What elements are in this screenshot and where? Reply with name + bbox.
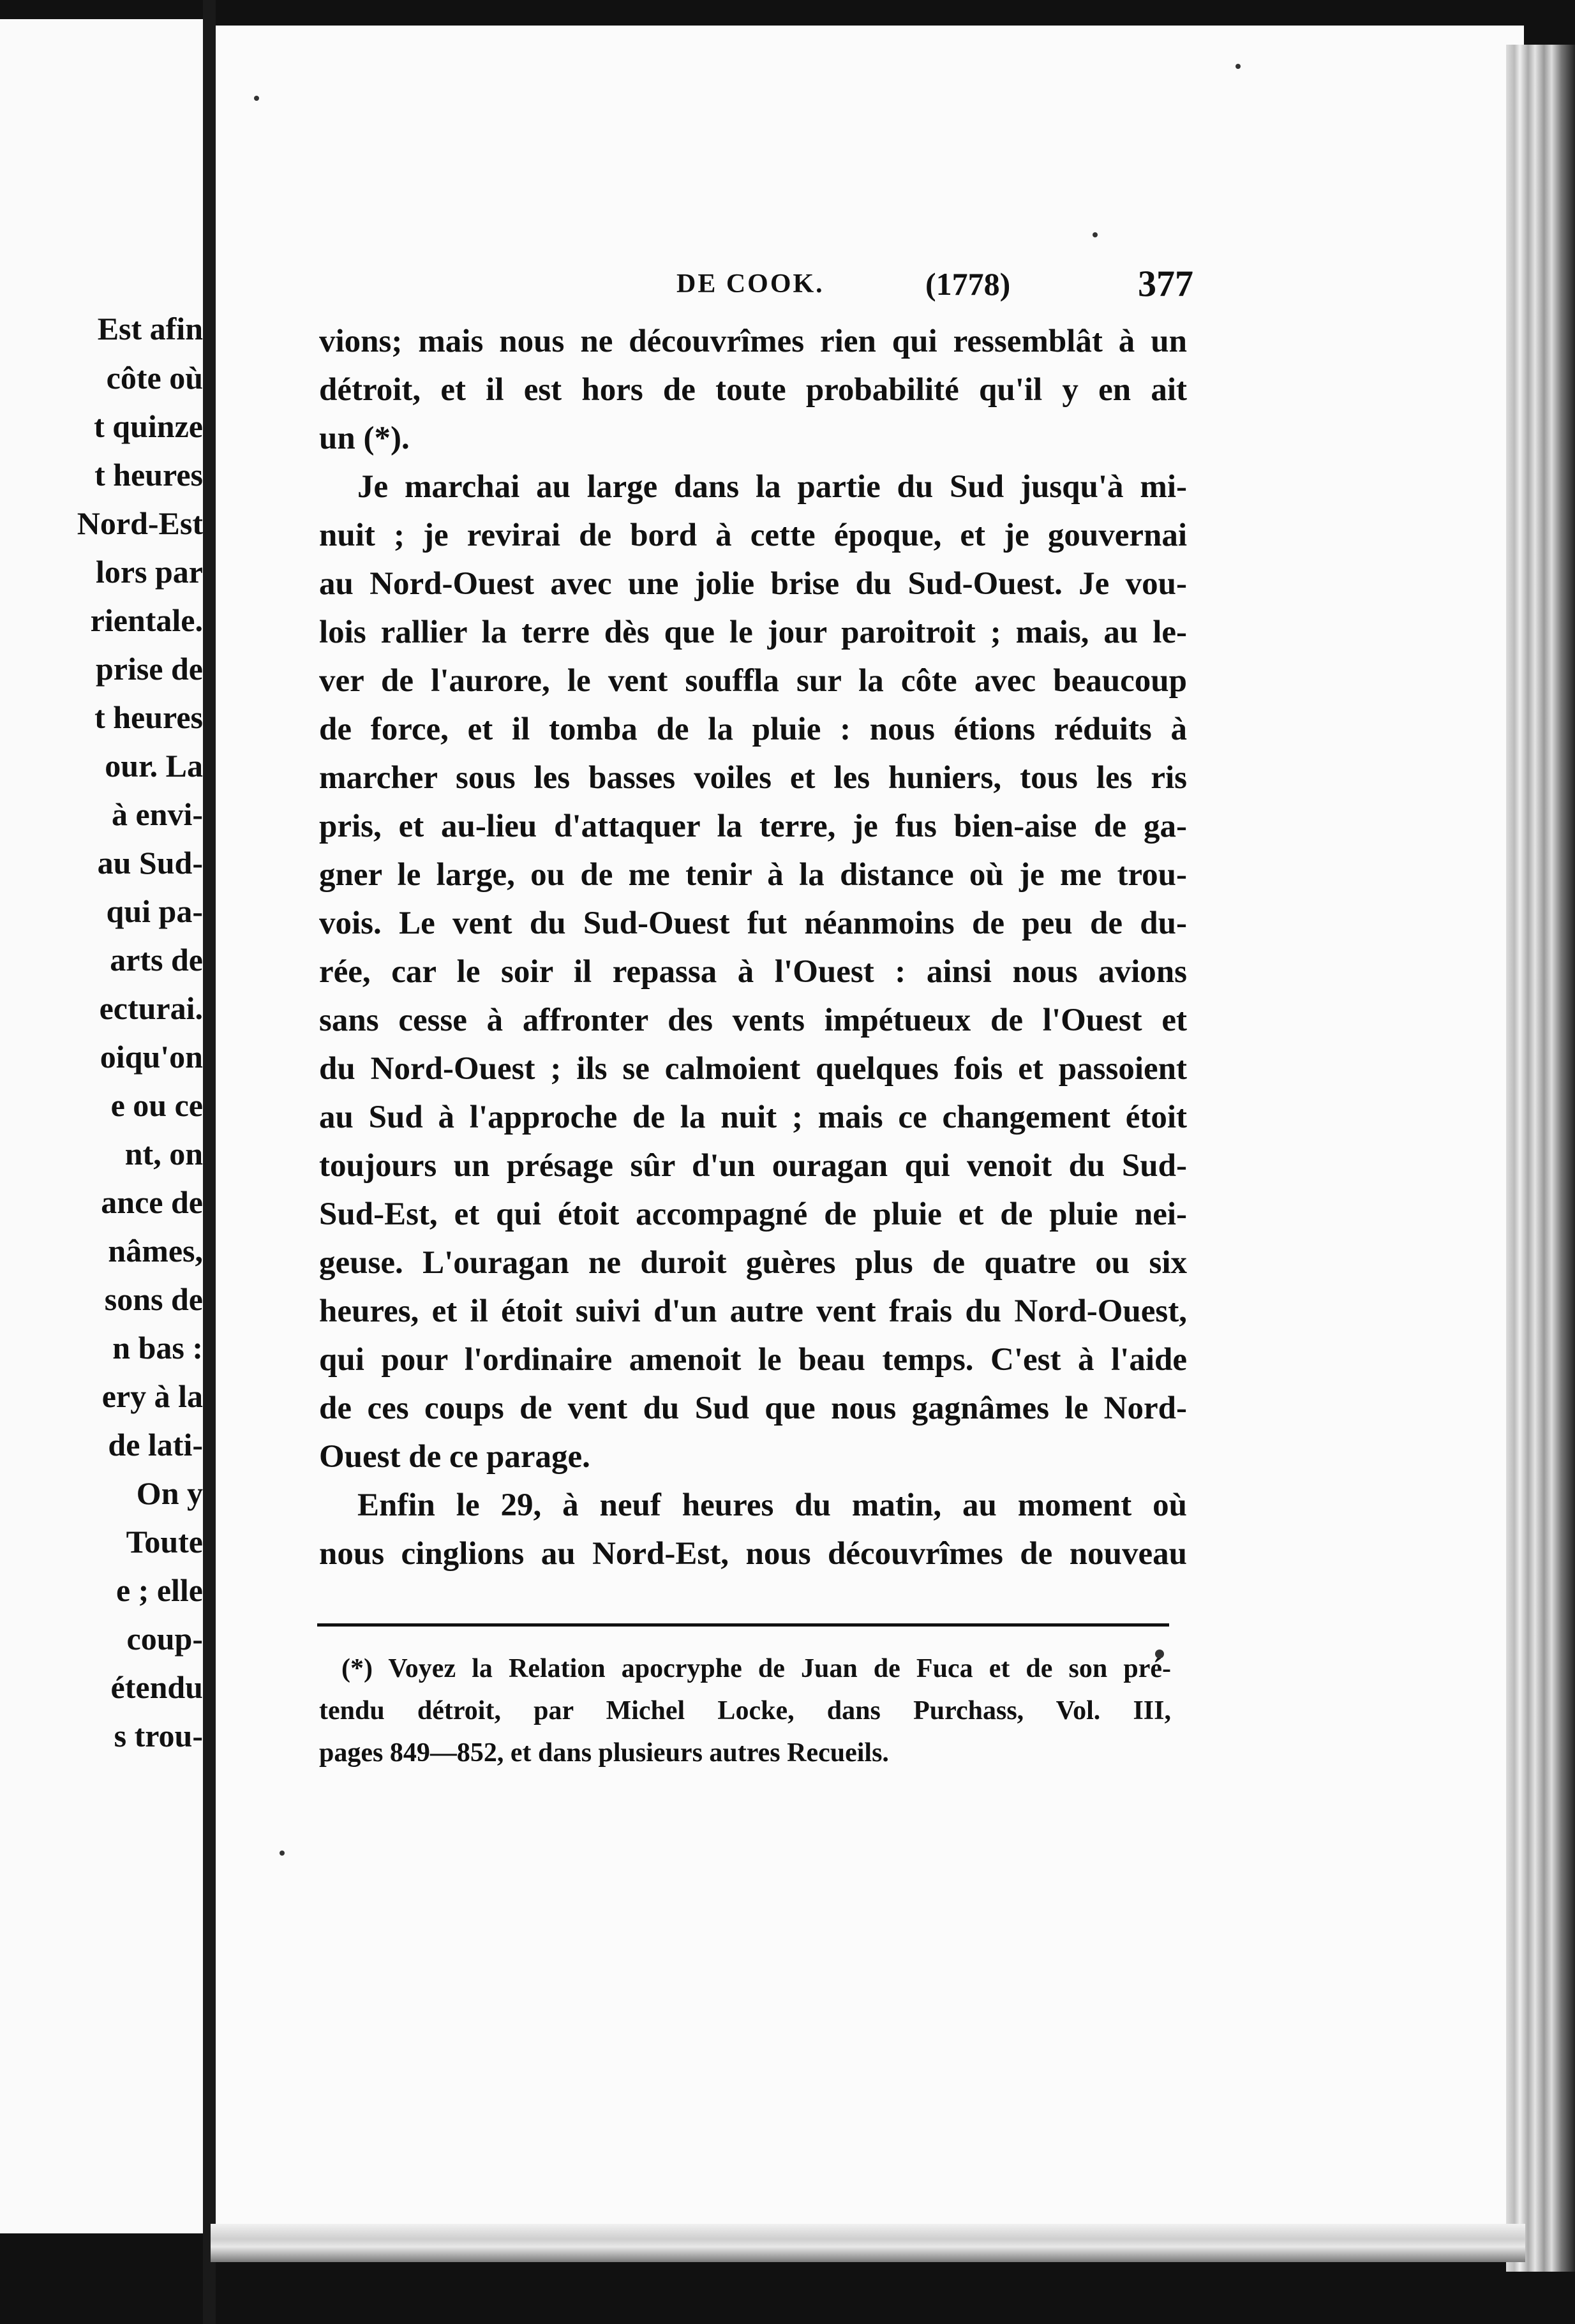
left-page-line: nt, on xyxy=(124,1136,203,1172)
paper-speck xyxy=(1093,232,1098,237)
text-line: qui pour l'ordinaire amenoit le beau temps. C'est à l'aide xyxy=(319,1342,1187,1378)
footnote-line: pages 849—852, et dans plusieurs autres Recueils. xyxy=(319,1738,889,1768)
left-page-line: n bas : xyxy=(112,1330,203,1366)
footnote-line: tendu détroit, par Michel Locke, dans Purchass, Vol. III, xyxy=(319,1696,1171,1725)
left-page-line: Est afin xyxy=(97,311,203,346)
text-line: Je marchai au large dans la partie du Sud jusqu'à mi- xyxy=(357,469,1187,505)
running-year: (1778) xyxy=(925,266,1011,302)
left-page-line: qui pa- xyxy=(106,893,203,929)
left-page-line: lors par xyxy=(95,554,203,590)
left-page-line: à envi- xyxy=(111,796,203,832)
left-page-line: our. La xyxy=(105,748,203,784)
left-page-line: ance de xyxy=(101,1184,203,1220)
text-line: vois. Le vent du Sud-Ouest fut néanmoins de peu de du- xyxy=(319,905,1187,941)
footnote-rule xyxy=(317,1623,1169,1627)
text-line: ver de l'aurore, le vent souffla sur la côte avec beaucoup xyxy=(319,663,1187,699)
text-line: marcher sous les basses voiles et les huniers, tous les ris xyxy=(319,760,1187,796)
left-page-line: t quinze xyxy=(94,408,203,444)
left-page-line: au Sud- xyxy=(97,845,203,881)
book-gutter xyxy=(203,0,216,2324)
left-page-line: de lati- xyxy=(108,1427,203,1463)
left-page-line: oiqu'on xyxy=(100,1039,203,1075)
text-line: sans cesse à affronter des vents impétueux de l'Ouest et xyxy=(319,1002,1187,1038)
footnote-line: (*) Voyez la Relation apocryphe de Juan de Fuca et de son pré- xyxy=(341,1654,1171,1683)
text-line: heures, et il étoit suivi d'un autre vent frais du Nord-Ouest, xyxy=(319,1293,1187,1329)
running-title: DE COOK. xyxy=(676,269,825,299)
left-page-line: côte où xyxy=(106,360,203,396)
text-line: de ces coups de vent du Sud que nous gagnâmes le Nord- xyxy=(319,1390,1187,1426)
left-page-line: t heures xyxy=(94,699,203,735)
text-line: gner le large, ou de me tenir à la distance où je me trou- xyxy=(319,857,1187,893)
left-page-line: prise de xyxy=(95,651,203,687)
paper-speck xyxy=(280,1851,285,1856)
text-line: Enfin le 29, à neuf heures du matin, au moment où xyxy=(357,1487,1187,1523)
paper-speck xyxy=(1235,64,1241,69)
text-line: du Nord-Ouest ; ils se calmoient quelques fois et passoient xyxy=(319,1051,1187,1087)
text-line: au Nord-Ouest avec une jolie brise du Sud-Ouest. Je vou- xyxy=(319,566,1187,602)
text-line: toujours un présage sûr d'un ouragan qui venoit du Sud- xyxy=(319,1148,1187,1184)
left-page-line: e ; elle xyxy=(116,1572,203,1608)
running-head xyxy=(676,262,1193,306)
page-edges xyxy=(1506,45,1575,2272)
left-page-line: s trou- xyxy=(114,1718,203,1754)
page-number: 377 xyxy=(1138,263,1193,304)
left-page-line: t heures xyxy=(94,457,203,493)
text-line: lois rallier la terre dès que le jour paroitroit ; mais, au le- xyxy=(319,615,1187,650)
text-line: Ouest de ce parage. xyxy=(319,1439,590,1475)
left-page-line: rientale. xyxy=(90,602,203,638)
bottom-page-edge xyxy=(211,2224,1525,2262)
left-page-line: étendu xyxy=(110,1669,203,1705)
paper-speck xyxy=(254,96,259,101)
text-line: pris, et au-lieu d'attaquer la terre, je fus bien-aise de ga- xyxy=(319,808,1187,844)
left-page-line: arts de xyxy=(110,942,203,978)
left-page-line: coup- xyxy=(126,1621,203,1657)
text-line: un (*). xyxy=(319,421,410,456)
text-line: nous cinglions au Nord-Est, nous découvrîmes de nouveau xyxy=(319,1536,1187,1572)
text-line: nuit ; je revirai de bord à cette époque, et je gouvernai xyxy=(319,518,1187,553)
left-page-line: On y xyxy=(136,1475,203,1511)
left-page-line: Nord-Est xyxy=(77,505,203,541)
text-line: geuse. L'ouragan ne duroit guères plus de quatre ou six xyxy=(319,1245,1187,1281)
text-line: détroit, et il est hors de toute probabilité qu'il y en ait xyxy=(319,372,1187,408)
left-page-line: Toute xyxy=(126,1524,203,1560)
text-line: rée, car le soir il repassa à l'Ouest : ainsi nous avions xyxy=(319,954,1187,990)
previous-page xyxy=(0,19,203,2233)
left-page-line: e ou ce xyxy=(110,1087,203,1123)
left-page-line: nâmes, xyxy=(108,1233,203,1269)
text-line: Sud-Est, et qui étoit accompagné de pluie et de pluie nei- xyxy=(319,1196,1187,1232)
left-page-line: ery à la xyxy=(101,1378,203,1414)
left-page-line: sons de xyxy=(104,1281,203,1317)
text-line: au Sud à l'approche de la nuit ; mais ce changement étoit xyxy=(319,1099,1187,1135)
text-line: vions; mais nous ne découvrîmes rien qui ressemblât à un xyxy=(319,324,1187,359)
text-line: de force, et il tomba de la pluie : nous étions réduits à xyxy=(319,711,1187,747)
left-page-line: ecturai. xyxy=(99,990,203,1026)
